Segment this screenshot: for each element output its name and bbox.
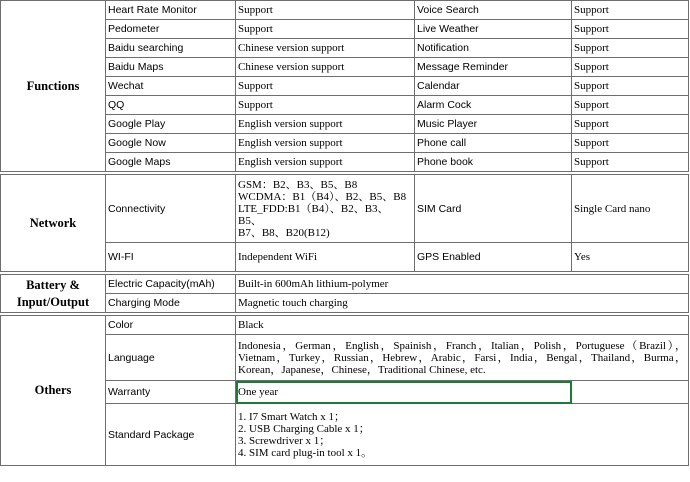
table-row bbox=[1, 175, 689, 243]
category-others: Others bbox=[1, 316, 106, 466]
charging-label: Charging Mode bbox=[106, 294, 236, 313]
feature-name: Phone call bbox=[415, 134, 572, 153]
feature-name: Live Weather bbox=[415, 20, 572, 39]
package-item: 2. USB Charging Cable x 1； bbox=[238, 422, 370, 435]
feature-value: Support bbox=[572, 134, 689, 153]
feature-value: Support bbox=[572, 1, 689, 20]
feature-value: Support bbox=[572, 96, 689, 115]
empty-cell bbox=[572, 381, 689, 404]
package-value bbox=[236, 404, 689, 466]
category-battery-line: Input/Output bbox=[16, 294, 90, 309]
charging-value: Magnetic touch charging bbox=[236, 294, 689, 313]
package-item: 4. SIM card plug-in tool x 1。 bbox=[238, 446, 373, 459]
capacity-label: Electric Capacity(mAh) bbox=[106, 275, 236, 294]
feature-value: Support bbox=[572, 39, 689, 58]
connectivity-value bbox=[236, 175, 415, 243]
feature-value: Chinese version support bbox=[236, 39, 415, 58]
feature-value: Support bbox=[236, 1, 415, 20]
feature-name: Google Now bbox=[106, 134, 236, 153]
package-item: 1. I7 Smart Watch x 1； bbox=[238, 410, 346, 423]
warranty-label: Warranty bbox=[106, 381, 236, 404]
feature-value: Support bbox=[572, 58, 689, 77]
category-battery bbox=[1, 275, 106, 313]
feature-value: Support bbox=[236, 20, 415, 39]
feature-name: Baidu Maps bbox=[106, 58, 236, 77]
connectivity-label: Connectivity bbox=[106, 175, 236, 243]
feature-value: English version support bbox=[236, 134, 415, 153]
feature-value: Support bbox=[572, 77, 689, 96]
connectivity-line: B7、B8、B20(B12) bbox=[238, 226, 330, 239]
feature-value: Support bbox=[572, 115, 689, 134]
language-label: Language bbox=[106, 335, 236, 381]
feature-name: Pedometer bbox=[106, 20, 236, 39]
feature-name: Alarm Cock bbox=[415, 96, 572, 115]
capacity-value: Built-in 600mAh lithium-polymer bbox=[236, 275, 689, 294]
wifi-value: Independent WiFi bbox=[236, 243, 415, 272]
package-label: Standard Package bbox=[106, 404, 236, 466]
feature-name: Heart Rate Monitor bbox=[106, 1, 236, 20]
color-label: Color bbox=[106, 316, 236, 335]
connectivity-line: WCDMA：B1（B4）、B2、B5、B8 bbox=[238, 190, 407, 203]
feature-name: Baidu searching bbox=[106, 39, 236, 58]
gps-label: GPS Enabled bbox=[415, 243, 572, 272]
feature-name: Google Play bbox=[106, 115, 236, 134]
feature-value: Support bbox=[236, 96, 415, 115]
feature-name: Notification bbox=[415, 39, 572, 58]
feature-name: Google Maps bbox=[106, 153, 236, 172]
warranty-value-cell[interactable]: One year bbox=[236, 381, 572, 404]
feature-value: Support bbox=[572, 153, 689, 172]
feature-value: Support bbox=[236, 77, 415, 96]
connectivity-line: LTE_FDD:B1（B4）、B2、B3、B5、 bbox=[238, 202, 389, 227]
feature-name: Phone book bbox=[415, 153, 572, 172]
feature-value: English version support bbox=[236, 115, 415, 134]
category-network: Network bbox=[1, 175, 106, 272]
feature-name: QQ bbox=[106, 96, 236, 115]
feature-value: English version support bbox=[236, 153, 415, 172]
table-row bbox=[1, 316, 689, 335]
language-value: Indonesia，German，English，Spainish，Franch，Italian，Polish，Portuguese（Brazil），Vietnam，Turkey，Russian，Hebrew，Arabic，Farsi，India，Bengal，Thailand，Burma，Korean，Japanese，Chinese，Traditional Chinese, etc. bbox=[236, 335, 689, 381]
feature-name: Voice Search bbox=[415, 1, 572, 20]
category-battery-line: Battery & bbox=[26, 277, 80, 292]
sim-card-value: Single Card nano bbox=[572, 175, 689, 243]
package-item: 3. Screwdriver x 1； bbox=[238, 434, 331, 447]
feature-name: Message Reminder bbox=[415, 58, 572, 77]
table-row bbox=[1, 1, 689, 20]
color-value: Black bbox=[236, 316, 689, 335]
sim-card-label: SIM Card bbox=[415, 175, 572, 243]
category-functions: Functions bbox=[1, 1, 106, 172]
feature-name: Music Player bbox=[415, 115, 572, 134]
wifi-label: WI-FI bbox=[106, 243, 236, 272]
feature-value: Chinese version support bbox=[236, 58, 415, 77]
feature-name: Wechat bbox=[106, 77, 236, 96]
feature-name: Calendar bbox=[415, 77, 572, 96]
connectivity-line: GSM：B2、B3、B5、B8 bbox=[238, 178, 358, 191]
feature-value: Support bbox=[572, 20, 689, 39]
table-row bbox=[1, 275, 689, 294]
gps-value: Yes bbox=[572, 243, 689, 272]
